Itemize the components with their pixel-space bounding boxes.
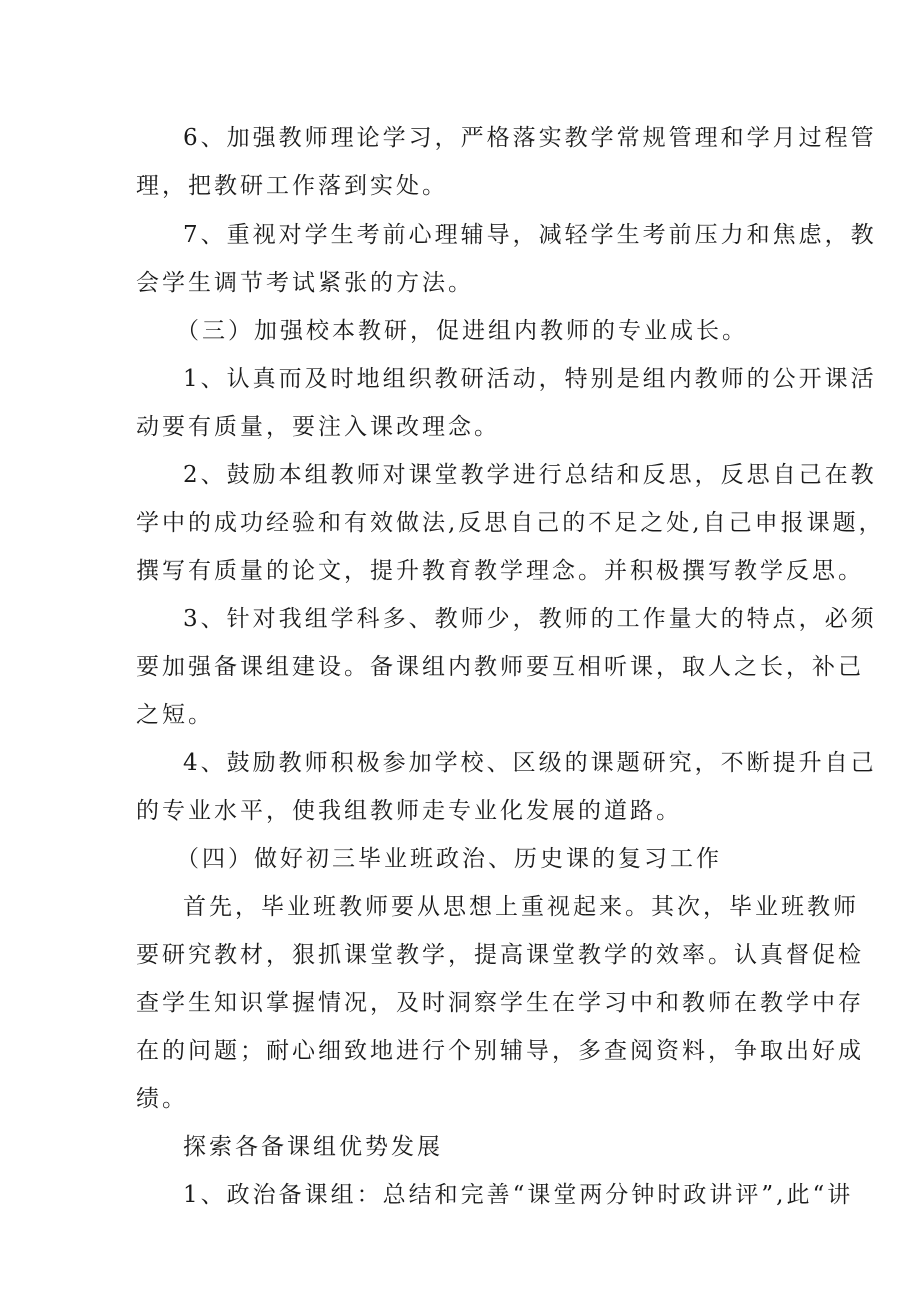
section-heading-4: （四）做好初三毕业班政治、历史课的复习工作 bbox=[176, 846, 722, 872]
paragraph-7-line-2: 会学生调节考试紧张的方法。 bbox=[136, 270, 474, 296]
paragraph-6-line-1: 6、加强教师理论学习，严格落实教学常规管理和学月过程管 bbox=[183, 125, 877, 151]
item-4-line-1: 4、鼓励教师积极参加学校、区级的课题研究，不断提升自己 bbox=[183, 750, 877, 776]
item-2-line-1: 2、鼓励本组教师对课堂教学进行总结和反思，反思自己在教 bbox=[183, 462, 877, 488]
item-2-line-2: 学中的成功经验和有效做法,反思自己的不足之处,自己申报课题， bbox=[136, 510, 885, 536]
paragraph-6-line-2: 理，把教研工作落到实处。 bbox=[136, 173, 448, 199]
item-3-line-2: 要加强备课组建设。备课组内教师要互相听课，取人之长，补己 bbox=[136, 654, 864, 680]
paragraph-first-line-3: 查学生知识掌握情况，及时洞察学生在学习中和教师在教学中存 bbox=[136, 990, 864, 1016]
paragraph-first-line-4: 在的问题；耐心细致地进行个别辅导，多查阅资料，争取出好成 bbox=[136, 1038, 864, 1064]
item-1-line-1: 1、认真而及时地组织教研活动，特别是组内教师的公开课活 bbox=[183, 366, 877, 392]
paragraph-first-line-2: 要研究教材，狠抓课堂教学，提高课堂教学的效率。认真督促检 bbox=[136, 942, 864, 968]
paragraph-first-line-5: 绩。 bbox=[136, 1086, 188, 1112]
section-heading-3: （三）加强校本教研，促进组内教师的专业成长。 bbox=[176, 318, 748, 344]
paragraph-7-line-1: 7、重视对学生考前心理辅导，减轻学生考前压力和焦虑，教 bbox=[183, 222, 877, 248]
item-4-line-2: 的专业水平，使我组教师走专业化发展的道路。 bbox=[136, 798, 682, 824]
item-3-line-1: 3、针对我组学科多、教师少，教师的工作量大的特点，必须 bbox=[183, 606, 877, 632]
paragraph-first-line-1: 首先，毕业班教师要从思想上重视起来。其次，毕业班教师 bbox=[183, 894, 859, 920]
politics-group-line-1: 1、政治备课组：总结和完善“课堂两分钟时政讲评”,此“讲 bbox=[183, 1182, 854, 1208]
item-2-line-3: 撰写有质量的论文，提升教育教学理念。并积极撰写教学反思。 bbox=[136, 558, 864, 584]
subsection-heading: 探索各备课组优势发展 bbox=[183, 1134, 443, 1160]
item-1-line-2: 动要有质量，要注入课改理念。 bbox=[136, 414, 500, 440]
item-3-line-3: 之短。 bbox=[136, 702, 214, 728]
